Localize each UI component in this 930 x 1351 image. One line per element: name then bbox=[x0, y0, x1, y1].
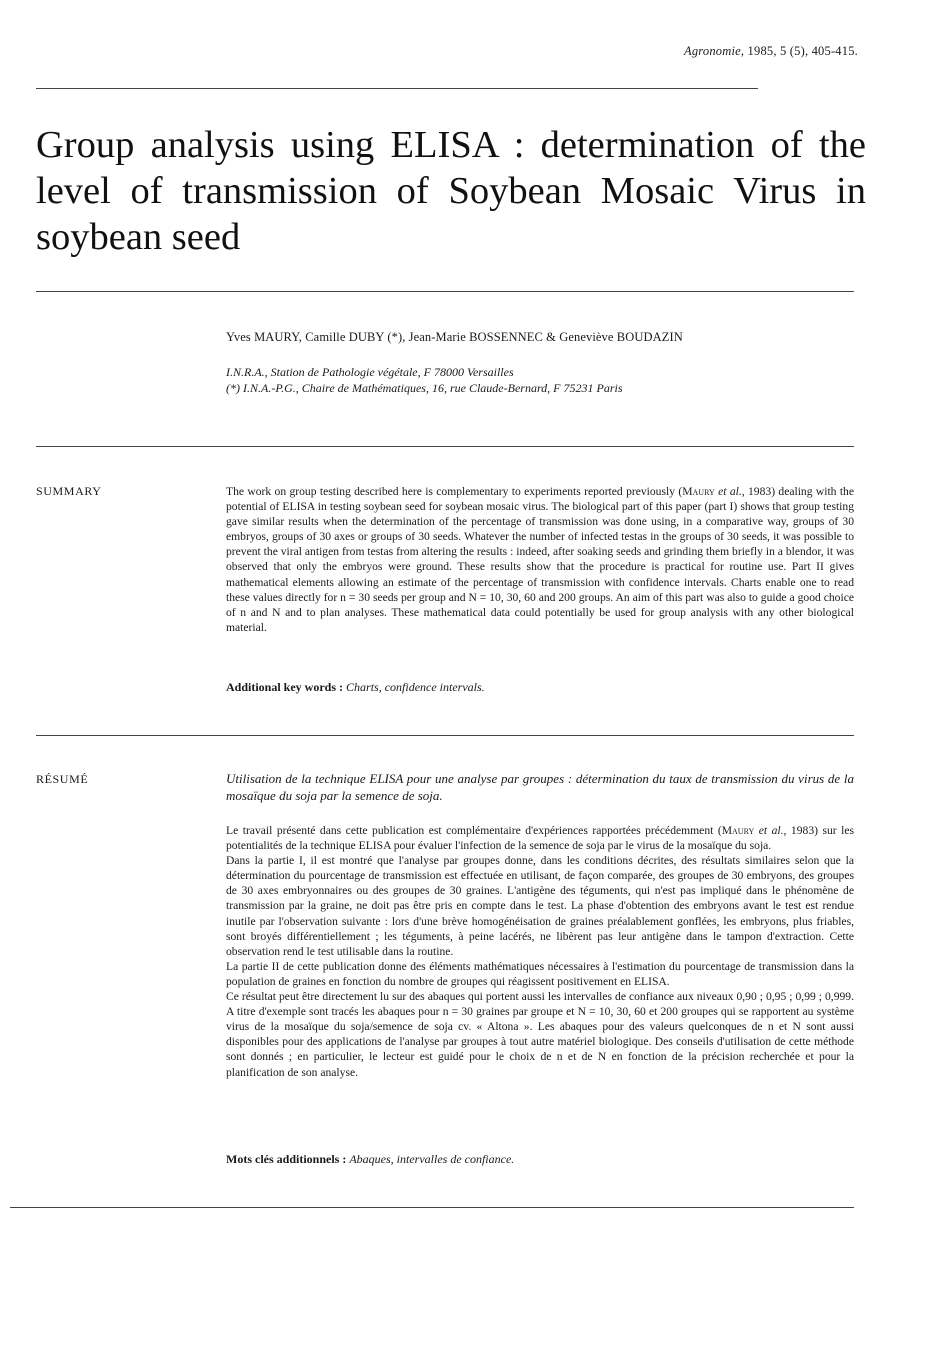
journal-reference bbox=[684, 44, 858, 59]
journal-name: Agronomie, bbox=[684, 44, 745, 58]
title-rule bbox=[36, 291, 854, 292]
resume-keywords bbox=[226, 1152, 514, 1167]
resume-paragraph-3: La partie II de cette publication donne des éléments mathématiques nécessaires à l'estimation du pourcentage de transmission dans la population de graines en fonction du nombre de groupes qui réagissent positivement en ELISA. bbox=[226, 959, 854, 988]
resume-p1-part1: Le travail présenté dans cette publication est complémentaire d'expériences rapportées précédemment ( bbox=[226, 824, 722, 837]
resume-paragraph-1 bbox=[226, 823, 854, 853]
journal-volume-pages: 1985, 5 (5), 405-415. bbox=[747, 44, 858, 58]
summary-rule bbox=[36, 735, 854, 736]
summary-text-part2: 1983) dealing with the potential of ELISA in testing soybean seed for soybean mosaic virus. The biological part of this paper (part I) shows that group testing gave similar results when the determination of the percentage of transmission was done using, in a comparative way, groups of 30 embryos, groups of 30 axes or groups of 30 seeds. Whatever the number of infected testas in the groups of 30 seeds, it was possible to prevent the viral antigen from testas from altering the results : indeed, after soaking seeds and grinding them briefly in a blendor, it was observed that only the embryos were ground. These results show that the procedure is practical for routine use. Part II gives mathematical elements allowing an estimate of the percentage of transmission with confidence intervals. Charts enable one to read these values directly for n = 30 seeds per group and N = 10, 30, 60 and 200 groups. An aim of this part was also to guide a good choice of n and N and to plan analyses. These mathematical data could potentially be used for group analysis with any other biological material. bbox=[226, 485, 854, 634]
summary-text bbox=[226, 484, 854, 635]
resume-label: RÉSUMÉ bbox=[36, 772, 89, 786]
summary-text-part1: The work on group testing described here is complementary to experiments reported previously ( bbox=[226, 485, 683, 498]
affiliation-inra: I.N.R.A., Station de Pathologie végétale, F 78000 Versailles bbox=[226, 365, 514, 379]
resume-keywords-list: Abaques, intervalles de confiance. bbox=[349, 1152, 515, 1166]
resume-paragraph-4: Ce résultat peut être directement lu sur des abaques qui portent aussi les intervalles de confiance aux niveaux 0,90 ; 0,95 ; 0,99 ; 0,999. A titre d'exemple sont tracés les abaques pour n = 30 graines par groupe et N = 10, 30, 60 et 200 groupes qui se rapportent au système virus de la mosaïque du soja/semence de soja cv. « Altona ». Les abaques pour des valeurs quelconques de n et N sont aussi disponibles pour des applications de l'analyse par groupes à tout autre matériel biologique. Des conseils d'utilisation de cette méthode sont donnés ; en particulier, le lecteur est guidé pour le choix de n et de N en fonction de la précision recherchée et pour la planification de son analyse. bbox=[226, 990, 854, 1079]
resume-paragraph-2: Dans la partie I, il est montré que l'analyse par groupes donne, dans les conditions décrites, des résultats similaires selon que la détermination du pourcentage de transmission est effectuée en utilisant, de façon comparée, des groupes de 30 embryons, des groupes de 30 axes embryonnaires ou des groupes de 30 graines. L'antigène des téguments, qui n'est pas impliqué dans le phénomène de transmission par la graine, ne doit pas être pris en compte dans le test. La phase d'obtention des embryons avant le test est rendue inutile par l'observation suivante : lors d'une brève homogénéisation de graines préalablement gonflées, les embryons, plus friables, sont broyés différentiellement ; les téguments, à peine lacérés, ne libèrent pas leur antigène dans le tampon d'extraction. Cette observation rend le test utilisable dans la routine. bbox=[226, 854, 854, 958]
author-list: Yves MAURY, Camille DUBY (*), Jean-Marie BOSSENNEC & Geneviève BOUDAZIN bbox=[226, 330, 683, 344]
summary-label: SUMMARY bbox=[36, 484, 102, 498]
resume-citation-author: Maury bbox=[721, 824, 755, 837]
resume-text bbox=[226, 823, 854, 1080]
resume-keywords-label: Mots clés additionnels : bbox=[226, 1152, 347, 1166]
resume-citation-etal: et al., bbox=[758, 824, 787, 837]
affiliation-inapg: (*) I.N.A.-P.G., Chaire de Mathématiques, 16, rue Claude-Bernard, F 75231 Paris bbox=[226, 381, 623, 395]
resume-title: Utilisation de la technique ELISA pour une analyse par groupes : détermination du taux de transmission du virus de la mosaïque du soja par la semence de soja. bbox=[226, 771, 854, 803]
summary-keywords-list: Charts, confidence intervals. bbox=[346, 680, 485, 694]
resume-p1-part2: 1983) sur les potentialités de la technique ELISA pour évaluer l'infection de la semence de soja par le virus de la mosaïque du soja. bbox=[226, 824, 855, 853]
summary-citation-etal: et al., bbox=[718, 485, 745, 498]
resume-rule bbox=[10, 1207, 854, 1208]
summary-citation-author: Maury bbox=[682, 485, 715, 498]
summary-keywords-label: Additional key words : bbox=[226, 680, 344, 694]
summary-keywords bbox=[226, 680, 485, 695]
header-rule bbox=[36, 88, 758, 89]
article-title: Group analysis using ELISA : determination of the level of transmission of Soybean Mosaic Virus in soybean seed bbox=[36, 124, 866, 258]
authors-rule bbox=[36, 446, 854, 447]
